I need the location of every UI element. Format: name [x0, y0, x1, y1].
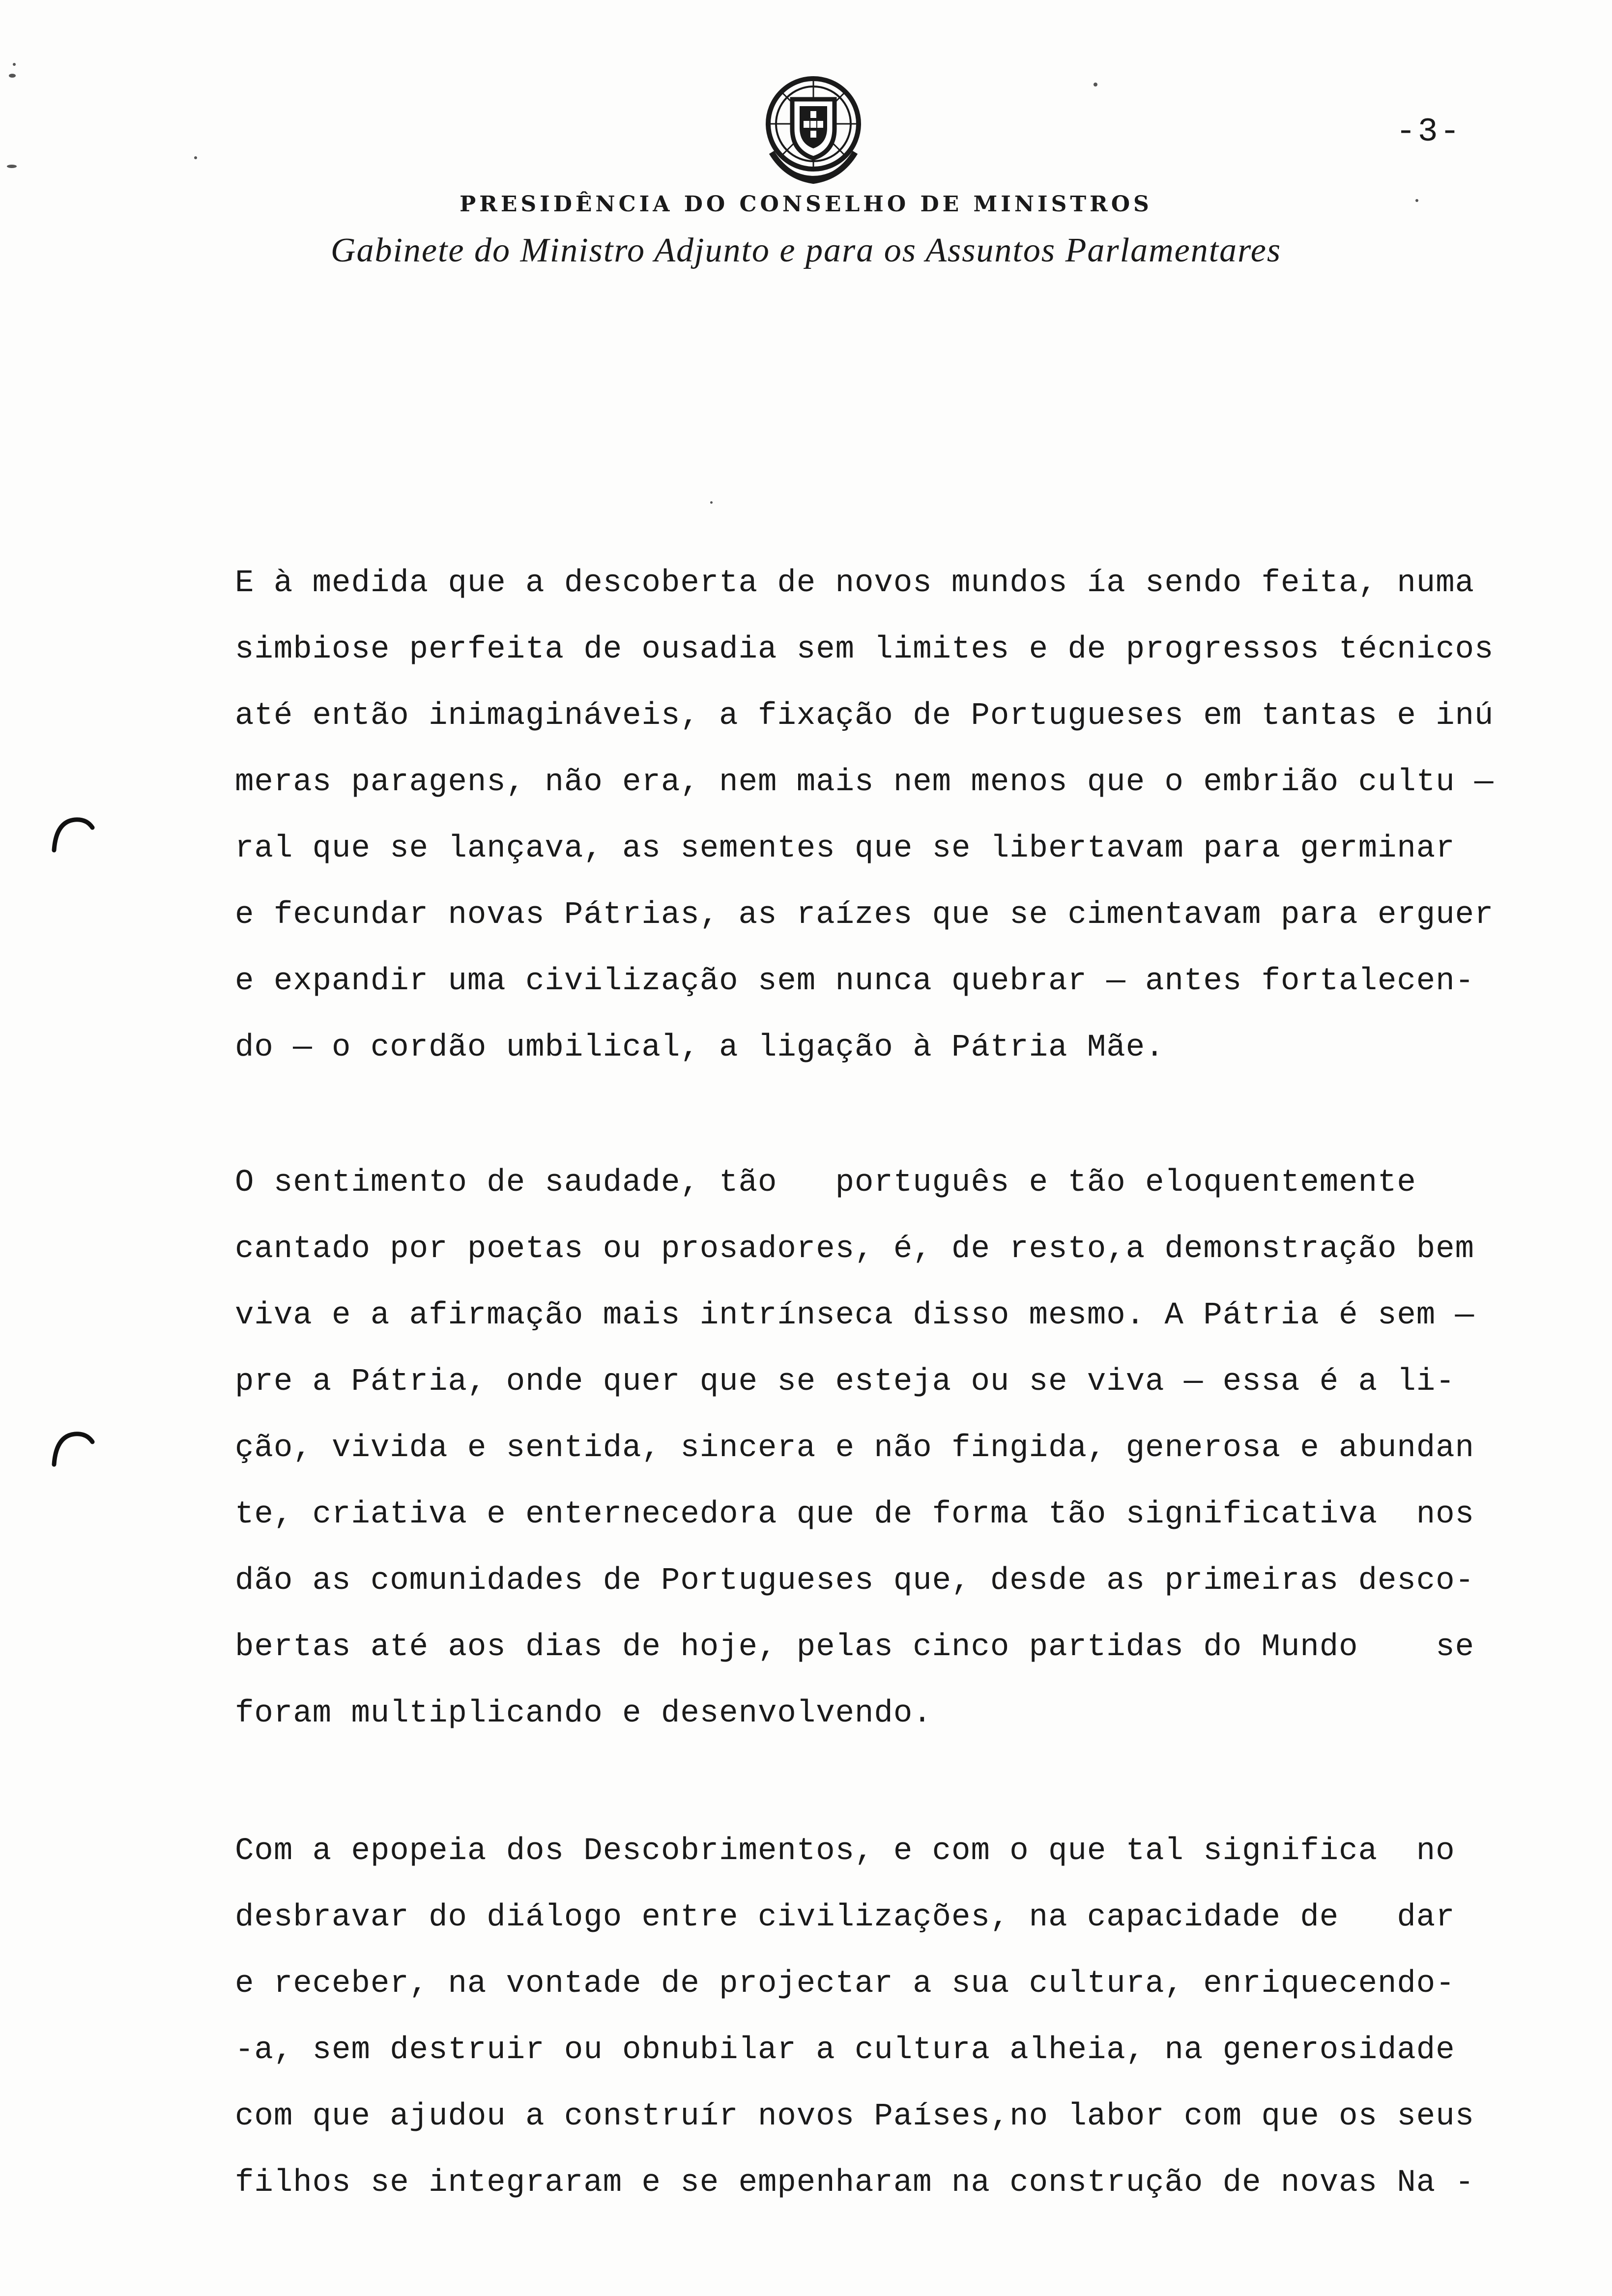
page-number: -3- [1396, 113, 1462, 151]
text-line: e expandir uma civilização sem nunca quebrar — antes fortalecen- [235, 964, 1474, 999]
text-line: viva e a afirmação mais intrínseca disso mesmo. A Pátria é sem — [235, 1298, 1474, 1333]
text-line: do — o cordão umbilical, a ligação à Pátria Mãe. [235, 1030, 1165, 1065]
header-title: PRESIDÊNCIA DO CONSELHO DE MINISTROS [460, 192, 1152, 217]
binder-hole-mark [49, 1425, 96, 1472]
text-line: meras paragens, não era, nem mais nem menos que o embrião cultu — [235, 765, 1494, 800]
text-line: ral que se lançava, as sementes que se libertavam para germinar [235, 831, 1455, 866]
text-line: E à medida que a descoberta de novos mundos ía sendo feita, numa [235, 566, 1474, 601]
text-line: com que ajudou a construír novos Países,no labor com que os seus [235, 2099, 1474, 2134]
text-line: e fecundar novas Pátrias, as raízes que se cimentavam para erguer [235, 897, 1494, 933]
scan-speck [194, 156, 197, 159]
text-line: cantado por poetas ou prosadores, é, de resto,a demonstração bem [235, 1232, 1474, 1267]
paragraph-1 [235, 550, 1523, 1081]
text-line: -a, sem destruir ou obnubilar a cultura alheia, na generosidade [235, 2033, 1455, 2068]
scan-speck [1094, 83, 1097, 86]
header-subtitle: Gabinete do Ministro Adjunto e para os Assuntos Parlamentares [330, 231, 1282, 269]
text-line: simbiose perfeita de ousadia sem limites e de progressos técnicos [235, 632, 1494, 667]
text-line: filhos se integraram e se empenharam na construção de novas Na - [235, 2165, 1474, 2201]
scan-speck [1415, 199, 1418, 202]
text-line: desbravar do diálogo entre civilizações, na capacidade de dar [235, 1900, 1455, 1935]
text-line: dão as comunidades de Portugueses que, desde as primeiras desco- [235, 1563, 1474, 1599]
paragraph-3 [235, 1818, 1523, 2216]
scan-speck [710, 501, 713, 504]
binder-hole-mark [49, 811, 96, 858]
scan-speck [13, 63, 16, 66]
text-line: foram multiplicando e desenvolvendo. [235, 1696, 932, 1731]
scan-speck [9, 74, 16, 78]
scan-speck [7, 165, 17, 168]
text-line: até então inimagináveis, a fixação de Portugueses em tantas e inú [235, 698, 1494, 734]
text-line: ção, vivida e sentida, sincera e não fingida, generosa e abundan [235, 1431, 1474, 1466]
text-line: Com a epopeia dos Descobrimentos, e com o que tal significa no [235, 1834, 1455, 1869]
text-line: O sentimento de saudade, tão português e tão eloquentemente [235, 1165, 1416, 1201]
text-line: e receber, na vontade de projectar a sua cultura, enriquecendo- [235, 1966, 1455, 2002]
text-line: pre a Pátria, onde quer que se esteja ou se viva — essa é a li- [235, 1364, 1455, 1400]
paragraph-2 [235, 1150, 1523, 1747]
text-line: bertas até aos dias de hoje, pelas cinco partidas do Mundo se [235, 1630, 1474, 1665]
text-line: te, criativa e enternecedora que de forma tão significativa nos [235, 1497, 1474, 1532]
coat-of-arms-emblem [752, 69, 875, 192]
